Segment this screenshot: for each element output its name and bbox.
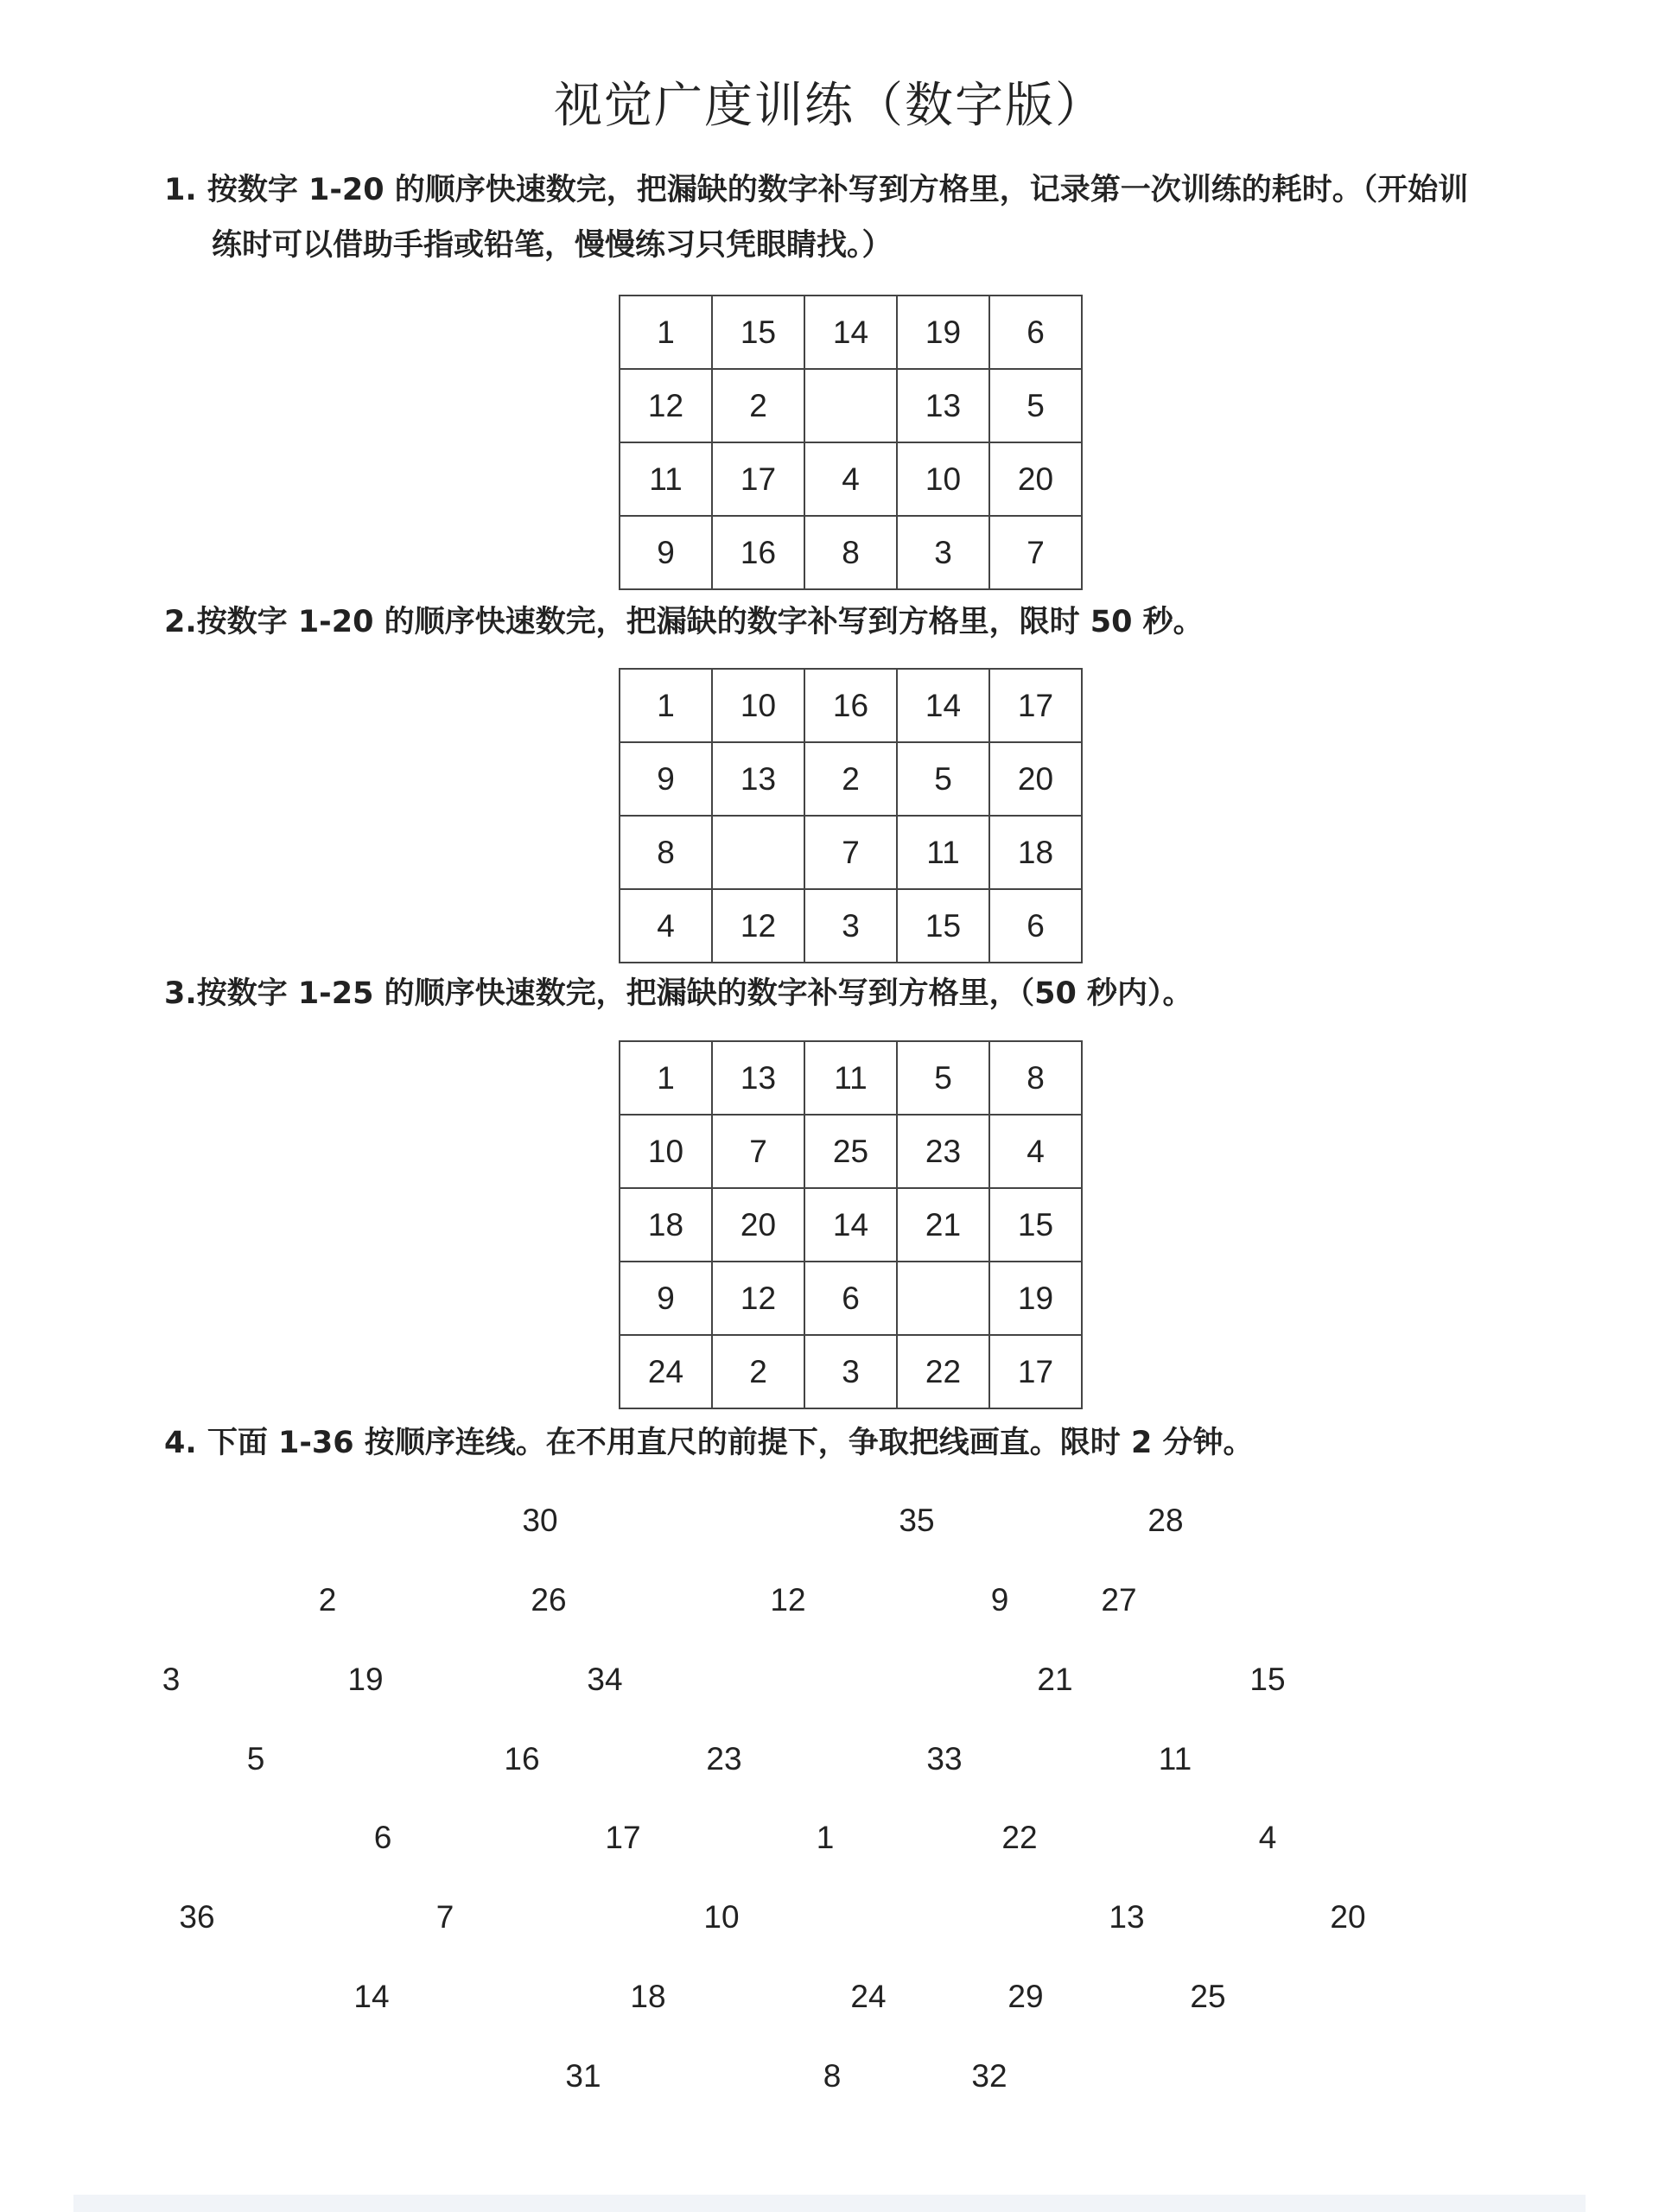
grid-cell: 15 [989,1188,1082,1262]
connect-number: 35 [899,1503,935,1538]
grid-row [620,1335,1082,1408]
connect-number: 14 [353,1979,390,2014]
grid-cell: 12 [620,369,712,442]
question-1-text [164,162,1547,273]
question-4-text: 4. 下面 1-36 按顺序连线。在不用直尺的前提下，争取把线画直。限时 2 分钟。 [164,1426,1254,1460]
connect-number: 1 [816,1820,835,1855]
question-1-number: 1. [164,173,197,207]
connect-number: 7 [435,1899,454,1935]
grid-cell: 9 [620,742,712,816]
connect-number: 6 [373,1820,392,1855]
grid-cell: 14 [804,296,897,369]
grid-cell: 6 [989,889,1082,963]
grid-cell: 12 [712,1262,804,1335]
grid-cell: 6 [989,296,1082,369]
grid-cell: 13 [897,369,989,442]
grid-cell: 5 [897,742,989,816]
question-1-line1: 按数字 1-20 的顺序快速数完，把漏缺的数字补写到方格里，记录第一次训练的耗时。（开始训 [207,173,1469,207]
grid-cell: 8 [989,1041,1082,1115]
grid-cell: 10 [712,669,804,742]
connect-number: 32 [971,2058,1007,2094]
connect-number: 16 [504,1741,540,1777]
grid-cell: 11 [897,816,989,889]
grid-cell: 2 [712,1335,804,1408]
connect-number: 28 [1147,1503,1184,1538]
grid-row [620,296,1082,369]
connect-number: 19 [347,1662,384,1697]
grid-cell: 20 [989,442,1082,516]
grid-cell: 1 [620,669,712,742]
question-1-line2: 练时可以借助手指或铅笔，慢慢练习只凭眼睛找。） [212,228,893,263]
grid-cell: 20 [989,742,1082,816]
connect-number: 18 [630,1979,666,2014]
connect-number: 11 [1158,1741,1192,1777]
grid-cell: 25 [804,1115,897,1188]
grid-cell: 4 [804,442,897,516]
grid-cell: 9 [620,516,712,589]
connect-number: 3 [162,1662,181,1697]
connect-number: 26 [531,1582,567,1618]
grid-cell: 7 [804,816,897,889]
grid-cell-blank[interactable] [712,816,804,889]
connect-number: 30 [522,1503,558,1538]
grid-cell-blank[interactable] [804,369,897,442]
connect-number: 25 [1190,1979,1226,2014]
grid-cell: 11 [804,1041,897,1115]
grid-3 [619,1040,1083,1409]
grid-cell: 19 [897,296,989,369]
grid-cell: 14 [804,1188,897,1262]
grid-cell: 13 [712,1041,804,1115]
grid-cell: 24 [620,1335,712,1408]
grid-cell: 4 [989,1115,1082,1188]
connect-number: 9 [990,1582,1009,1618]
connect-number: 10 [703,1899,740,1935]
grid-cell: 17 [712,442,804,516]
grid-cell-blank[interactable] [897,1262,989,1335]
grid-cell: 22 [897,1335,989,1408]
grid-row [620,442,1082,516]
grid-cell: 20 [712,1188,804,1262]
grid-cell: 10 [620,1115,712,1188]
grid-cell: 4 [620,889,712,963]
connect-number: 36 [179,1899,215,1935]
connect-number: 4 [1258,1820,1277,1855]
grid-row [620,1041,1082,1115]
connect-number: 34 [587,1662,623,1697]
connect-number: 13 [1109,1899,1145,1935]
grid-cell: 3 [804,889,897,963]
question-3-text: 3.按数字 1-25 的顺序快速数完，把漏缺的数字补写到方格里，（50 秒内）。 [164,976,1193,1011]
grid-cell: 2 [804,742,897,816]
grid-cell: 10 [897,442,989,516]
grid-cell: 15 [712,296,804,369]
grid-cell: 13 [712,742,804,816]
page-title: 视觉广度训练（数字版） [554,78,1105,134]
grid-cell: 18 [989,816,1082,889]
connect-number: 22 [1001,1820,1038,1855]
connect-number: 12 [770,1582,806,1618]
connect-number: 33 [926,1741,963,1777]
grid-cell: 11 [620,442,712,516]
connect-number: 27 [1101,1582,1137,1618]
grid-cell: 5 [897,1041,989,1115]
grid-cell: 12 [712,889,804,963]
grid-cell: 18 [620,1188,712,1262]
footer-bar [73,2195,1586,2212]
grid-row [620,1115,1082,1188]
question-2-text: 2.按数字 1-20 的顺序快速数完，把漏缺的数字补写到方格里，限时 50 秒。 [164,605,1204,639]
grid-row [620,1262,1082,1335]
connect-number: 2 [318,1582,337,1618]
connect-number: 24 [850,1979,887,2014]
grid-cell: 8 [620,816,712,889]
grid-cell: 1 [620,296,712,369]
connect-number: 23 [706,1741,742,1777]
grid-cell: 23 [897,1115,989,1188]
connect-number: 31 [565,2058,601,2094]
grid-row [620,669,1082,742]
grid-cell: 7 [989,516,1082,589]
grid-cell: 6 [804,1262,897,1335]
grid-cell: 15 [897,889,989,963]
grid-cell: 7 [712,1115,804,1188]
grid-cell: 19 [989,1262,1082,1335]
grid-cell: 17 [989,1335,1082,1408]
grid-row [620,516,1082,589]
grid-row [620,1188,1082,1262]
connect-number: 8 [823,2058,842,2094]
grid-cell: 21 [897,1188,989,1262]
connect-number: 29 [1007,1979,1044,2014]
grid-cell: 3 [897,516,989,589]
grid-cell: 14 [897,669,989,742]
connect-number: 5 [246,1741,265,1777]
grid-cell: 17 [989,669,1082,742]
connect-number: 15 [1249,1662,1286,1697]
grid-row [620,816,1082,889]
grid-cell: 16 [712,516,804,589]
grid-cell: 5 [989,369,1082,442]
grid-row [620,369,1082,442]
connect-number: 17 [605,1820,641,1855]
grid-1 [619,295,1083,590]
connect-number: 20 [1330,1899,1366,1935]
grid-cell: 16 [804,669,897,742]
grid-row [620,889,1082,963]
grid-cell: 3 [804,1335,897,1408]
grid-cell: 2 [712,369,804,442]
grid-2 [619,668,1083,963]
connect-number: 21 [1037,1662,1073,1697]
grid-cell: 8 [804,516,897,589]
grid-cell: 9 [620,1262,712,1335]
grid-cell: 1 [620,1041,712,1115]
grid-row [620,742,1082,816]
